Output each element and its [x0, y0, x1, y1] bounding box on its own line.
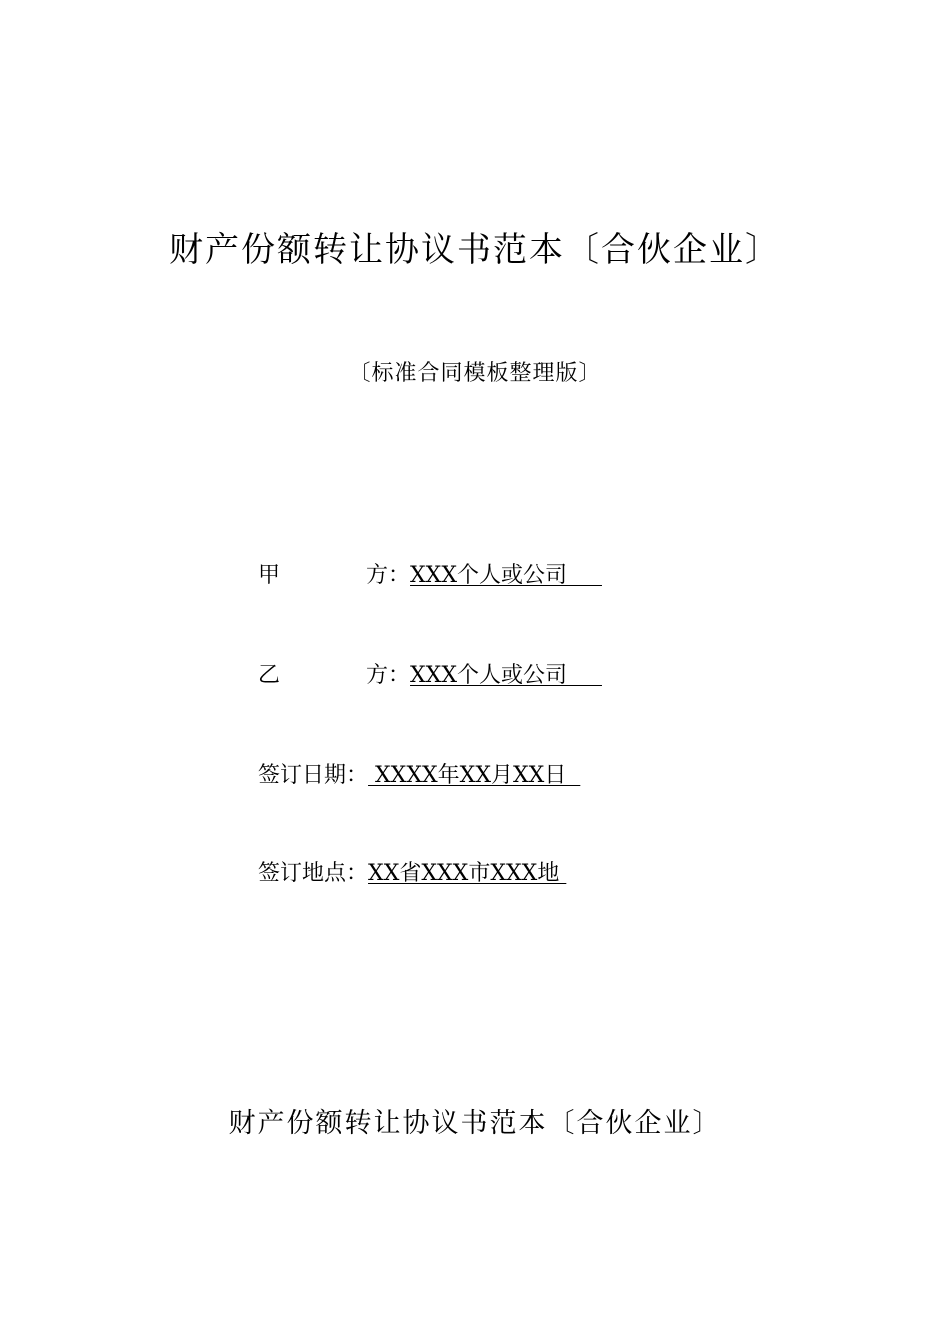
party-b-label: [258, 660, 388, 692]
party-b-label-last: 方: [365, 663, 388, 688]
party-a-row: [258, 560, 602, 592]
party-b-row: [258, 660, 602, 692]
party-a-label-last: 方: [365, 563, 388, 588]
sign-place-label: 签订地点: [258, 861, 347, 886]
party-a-value: XXX个人或公司: [410, 563, 602, 588]
document-subtitle: 〔标准合同模板整理版〕: [348, 361, 602, 386]
party-b-value: XXX个人或公司: [410, 663, 602, 688]
sign-date-value: XXXX年XX月XX日: [368, 763, 581, 788]
sign-date-label: 签订日期: [258, 763, 347, 788]
sign-place-row: [258, 858, 566, 890]
party-a-label: [258, 560, 388, 592]
sign-place-value: XX省XXX市XXX地: [368, 861, 567, 886]
party-b-colon: ：: [388, 663, 411, 688]
party-a-label-first: 甲: [258, 563, 281, 588]
party-b-label-first: 乙: [258, 663, 281, 688]
sign-date-row: [258, 760, 580, 792]
sign-place-colon: ：: [346, 861, 369, 886]
footer-title: 财产份额转让协议书范本〔合伙企业〕: [228, 1108, 722, 1139]
document-title: 财产份额转让协议书范本〔合伙企业〕: [169, 230, 781, 270]
sign-date-colon: ：: [346, 763, 369, 788]
party-a-colon: ：: [388, 563, 411, 588]
